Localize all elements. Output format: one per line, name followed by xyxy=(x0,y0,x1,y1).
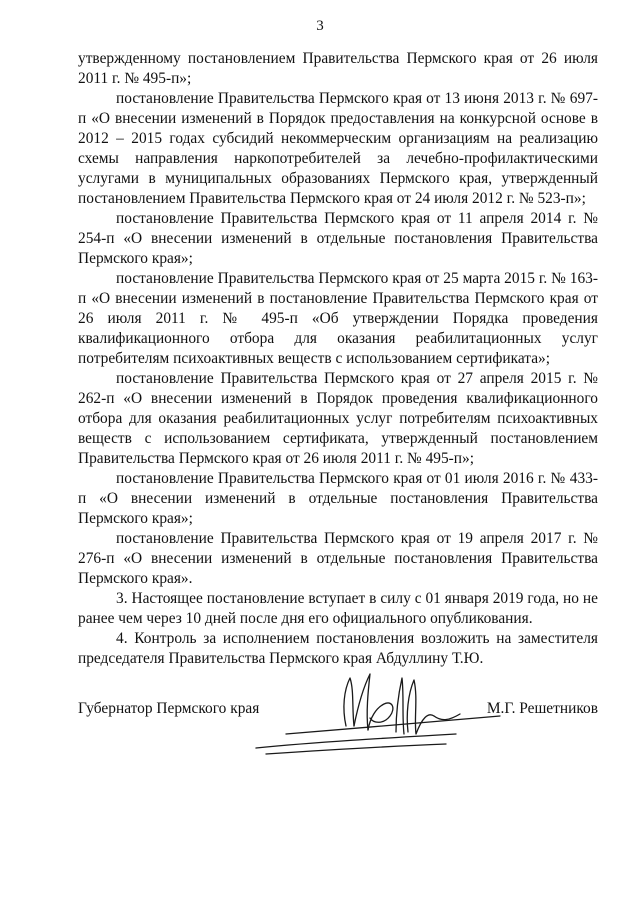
paragraph: 3. Настоящее постановление вступает в силу с 01 января 2019 года, но не ранее чем через 10 дней после дня его официального опубликования. xyxy=(78,590,598,627)
handwritten-signature xyxy=(246,668,506,758)
paragraph: постановление Правительства Пермского края от 13 июня 2013 г. № 697-п «О внесении изменений в Порядок предоставления на конкурсной основе в 2012 – 2015 годах субсидий некоммерческим организациям на реализацию схемы направления наркопотребителей за лечебно-профилактическими услугами в муниципальных образованиях Пермского края, утвержденный постановлением Правительства Пермского края от 24 июля 2012 г. № 523-п»; xyxy=(78,90,598,207)
paragraph: утвержденному постановлением Правительства Пермского края от 26 июля 2011 г. № 495-п»; xyxy=(78,50,598,87)
paragraph: постановление Правительства Пермского края от 11 апреля 2014 г. № 254-п «О внесении изменений в отдельные постановления Правительства Пермского края»; xyxy=(78,210,598,267)
signer-title: Губернатор Пермского края xyxy=(78,700,260,717)
signer-name: М.Г. Решетников xyxy=(486,700,598,717)
page-number: 3 xyxy=(316,18,324,34)
paragraph: 4. Контроль за исполнением постановления возложить на заместителя председателя Правительства Пермского края Абдуллину Т.Ю. xyxy=(78,630,598,667)
paragraph: постановление Правительства Пермского края от 19 апреля 2017 г. № 276-п «О внесении изменений в отдельные постановления Правительства Пермского края». xyxy=(78,530,598,587)
paragraph: постановление Правительства Пермского края от 27 апреля 2015 г. № 262-п «О внесении изменений в Порядок проведения квалификационного отбора для оказания реабилитационных услуг потребителям психоактивных веществ с использованием сертификата, утвержденный постановлением Правительства Пермского края от 26 июля 2011 г. № 495-п»; xyxy=(78,370,598,467)
signature-block xyxy=(78,668,598,758)
paragraph: постановление Правительства Пермского края от 25 марта 2015 г. № 163-п «О внесении изменений в постановление Правительства Пермского края от 26 июля 2011 г. № 495-п «Об утверждении Порядка проведения квалификационного отбора для оказания реабилитационных услуг потребителям психоактивных веществ с использованием сертификата»; xyxy=(78,270,598,367)
paragraph: постановление Правительства Пермского края от 01 июля 2016 г. № 433-п «О внесении изменений в отдельные постановления Правительства Пермского края»; xyxy=(78,470,598,527)
document-body xyxy=(78,49,598,669)
